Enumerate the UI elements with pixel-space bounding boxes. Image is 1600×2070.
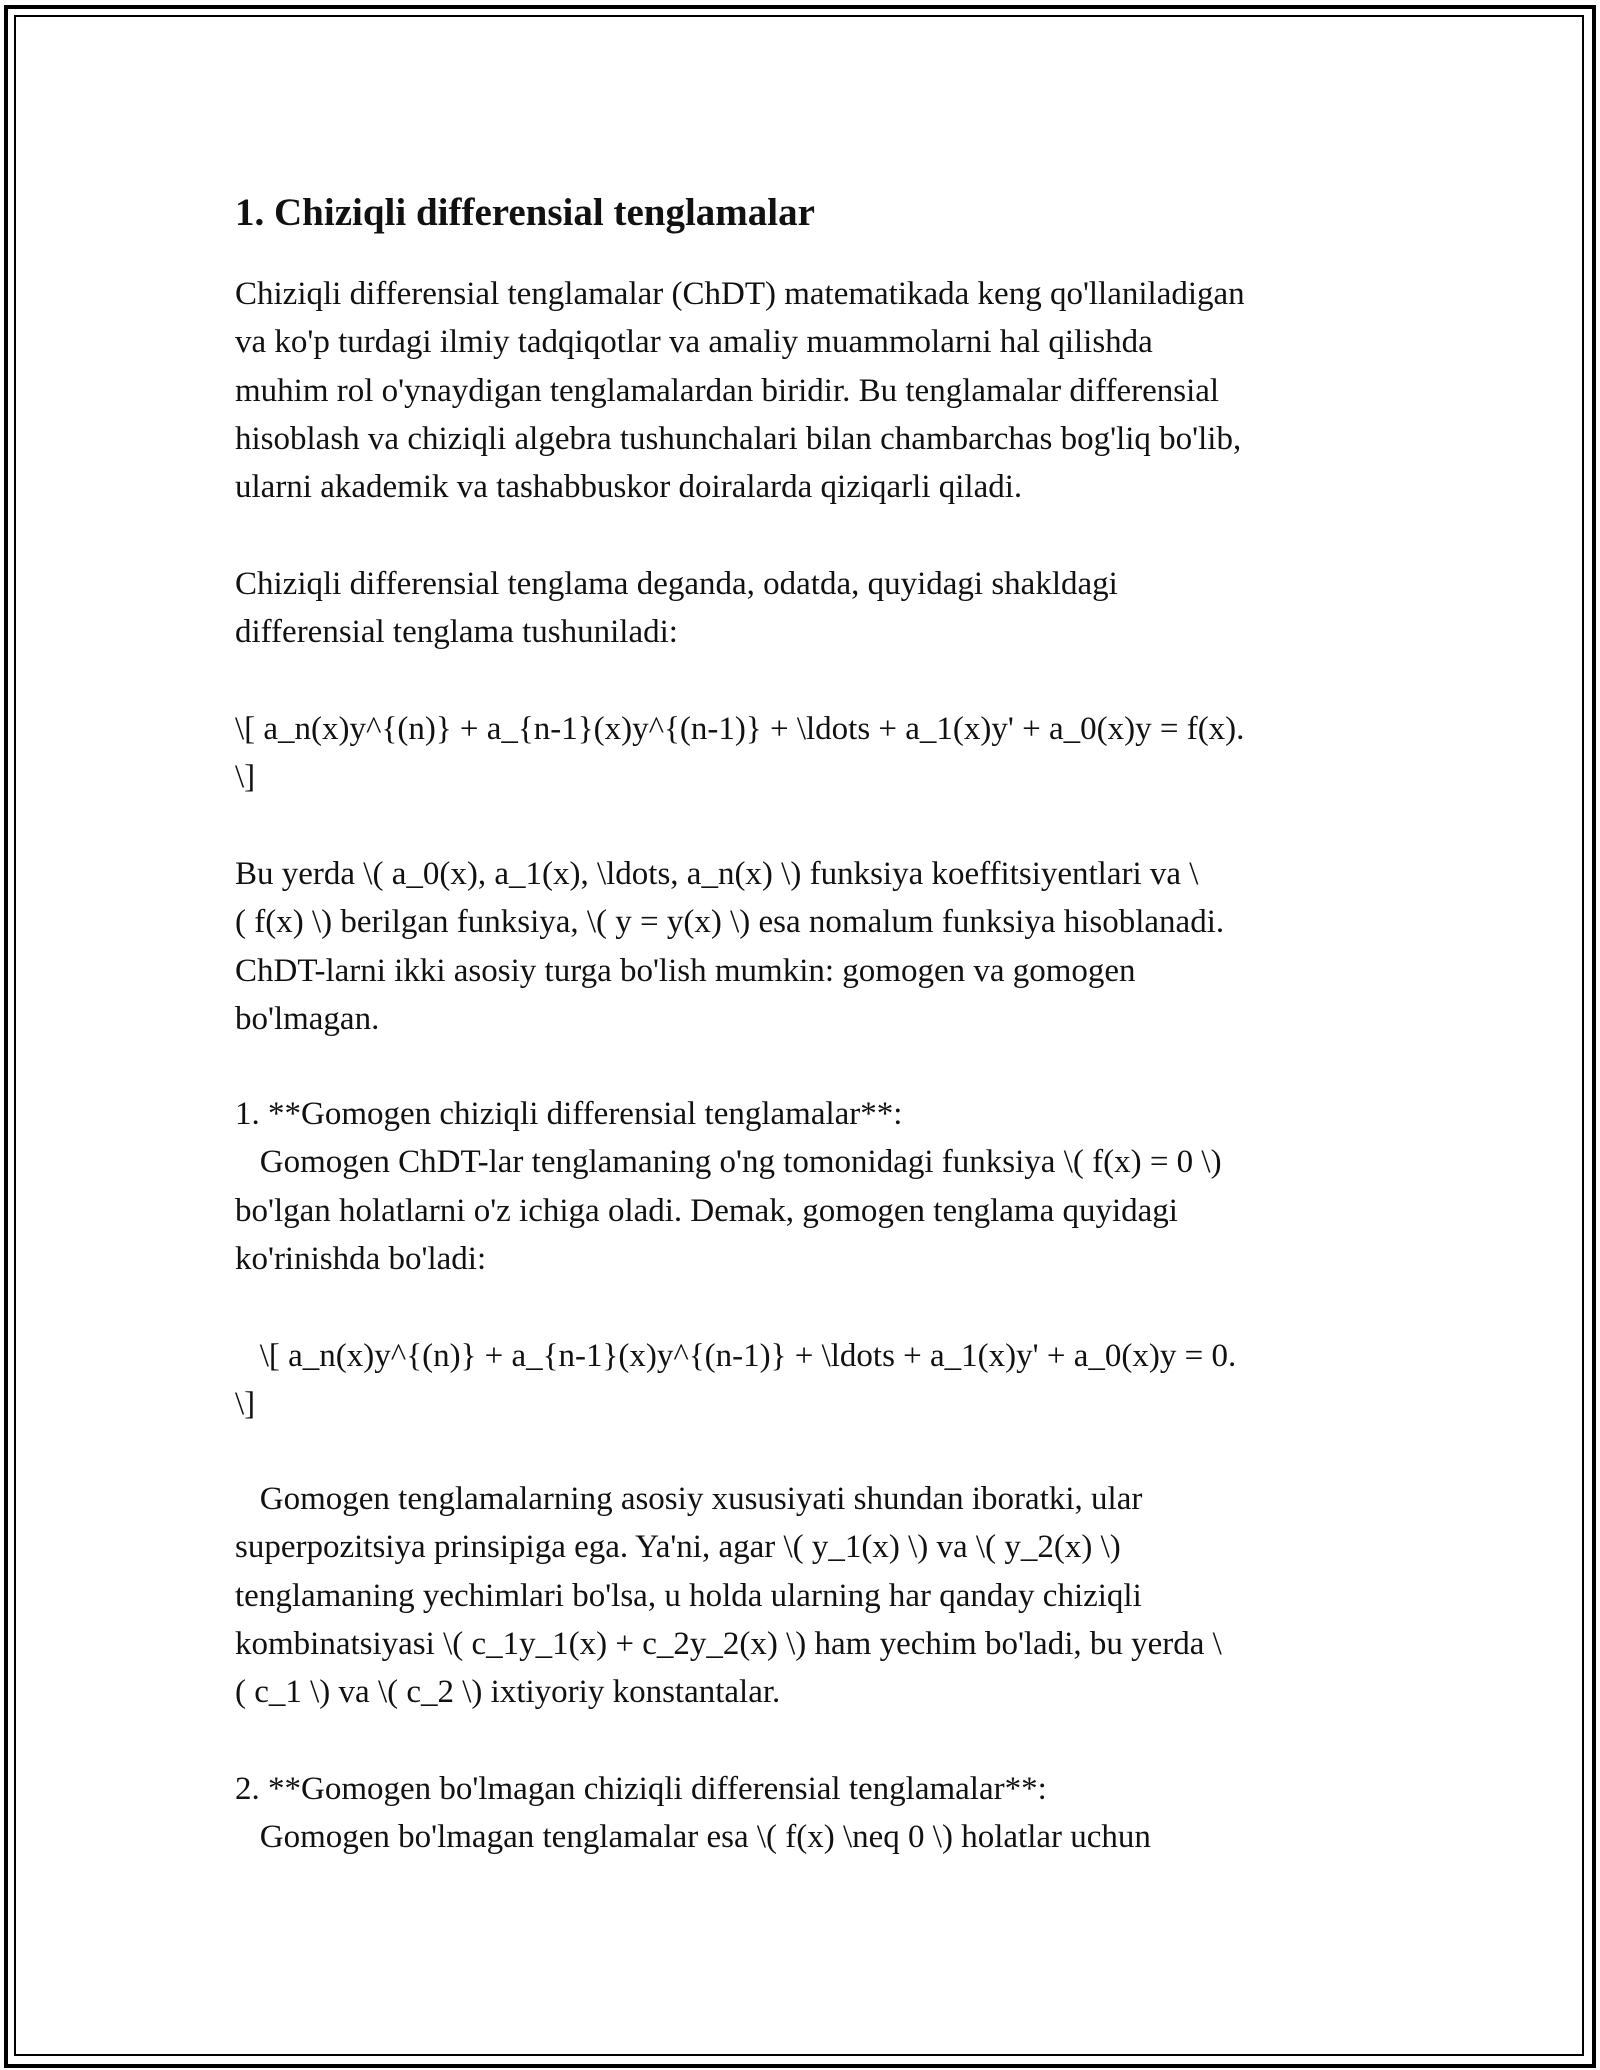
general-equation: \[ a_n(x)y^{(n)} + a_{n-1}(x)y^{(n-1)} + \ldots + a_1(x)y' + a_0(x)y = f(x). \] bbox=[235, 711, 1245, 796]
homogeneous-equation: \[ a_n(x)y^{(n)} + a_{n-1}(x)y^{(n-1)} + \ldots + a_1(x)y' + a_0(x)y = 0. \] bbox=[235, 1338, 1237, 1423]
definition-paragraph: Chiziqli differensial tenglama deganda, odatda, quyidagi shakldagi differensial tenglama tushuniladi: bbox=[235, 566, 1118, 651]
homogeneous-item: 1. **Gomogen chiziqli differensial tenglamalar**: Gomogen ChDT-lar tenglamaning o'ng tomonidagi funksiya \( f(x) = 0 \) bo'lgan holatlarni o'z ichiga oladi. Demak, gomogen tenglama quyidagi ko'rinishda bo'ladi: bbox=[235, 1096, 1222, 1277]
nonhomogeneous-item: 2. **Gomogen bo'lmagan chiziqli differensial tenglamalar**: Gomogen bo'lmagan tenglamalar esa \( f(x) \neq 0 \) holatlar uchun bbox=[235, 1771, 1151, 1856]
document-body bbox=[235, 185, 1385, 1856]
coefficients-paragraph: Bu yerda \( a_0(x), a_1(x), \ldots, a_n(x) \) funksiya koeffitsiyentlari va \ ( f(x) \) berilgan funksiya, \( y = y(x) \) esa nomalum funksiya hisoblanadi. ChDT-larni ikki asosiy turga bo'lish mumkin: gomogen va gomogen bo'lmagan. bbox=[235, 856, 1225, 1037]
intro-paragraph: Chiziqli differensial tenglamalar (ChDT) matematikada keng qo'llaniladigan va ko'p turdagi ilmiy tadqiqotlar va amaliy muammolarni hal qilishda muhim rol o'ynaydigan tenglamalardan biridir. Bu tenglamalar differensial hisoblash va chiziqli algebra tushunchalari bilan chambarchas bog'liq bo'lib, ularni akademik va tashabbuskor doiralarda qiziqarli qiladi. bbox=[235, 276, 1245, 506]
superposition-paragraph: Gomogen tenglamalarning asosiy xususiyati shundan iboratki, ular superpozitsiya prinsipiga ega. Ya'ni, agar \( y_1(x) \) va \( y_2(x) \) tenglamaning yechimlari bo'lsa, u holda ularning har qanday chiziqli kombinatsiyasi \( c_1y_1(x) + c_2y_2(x) \) ham yechim bo'ladi, bu yerda \ ( c_1 \) va \( c_2 \) ixtiyoriy konstantalar. bbox=[235, 1481, 1222, 1711]
section-heading: 1. Chiziqli differensial tenglamalar bbox=[235, 191, 815, 234]
